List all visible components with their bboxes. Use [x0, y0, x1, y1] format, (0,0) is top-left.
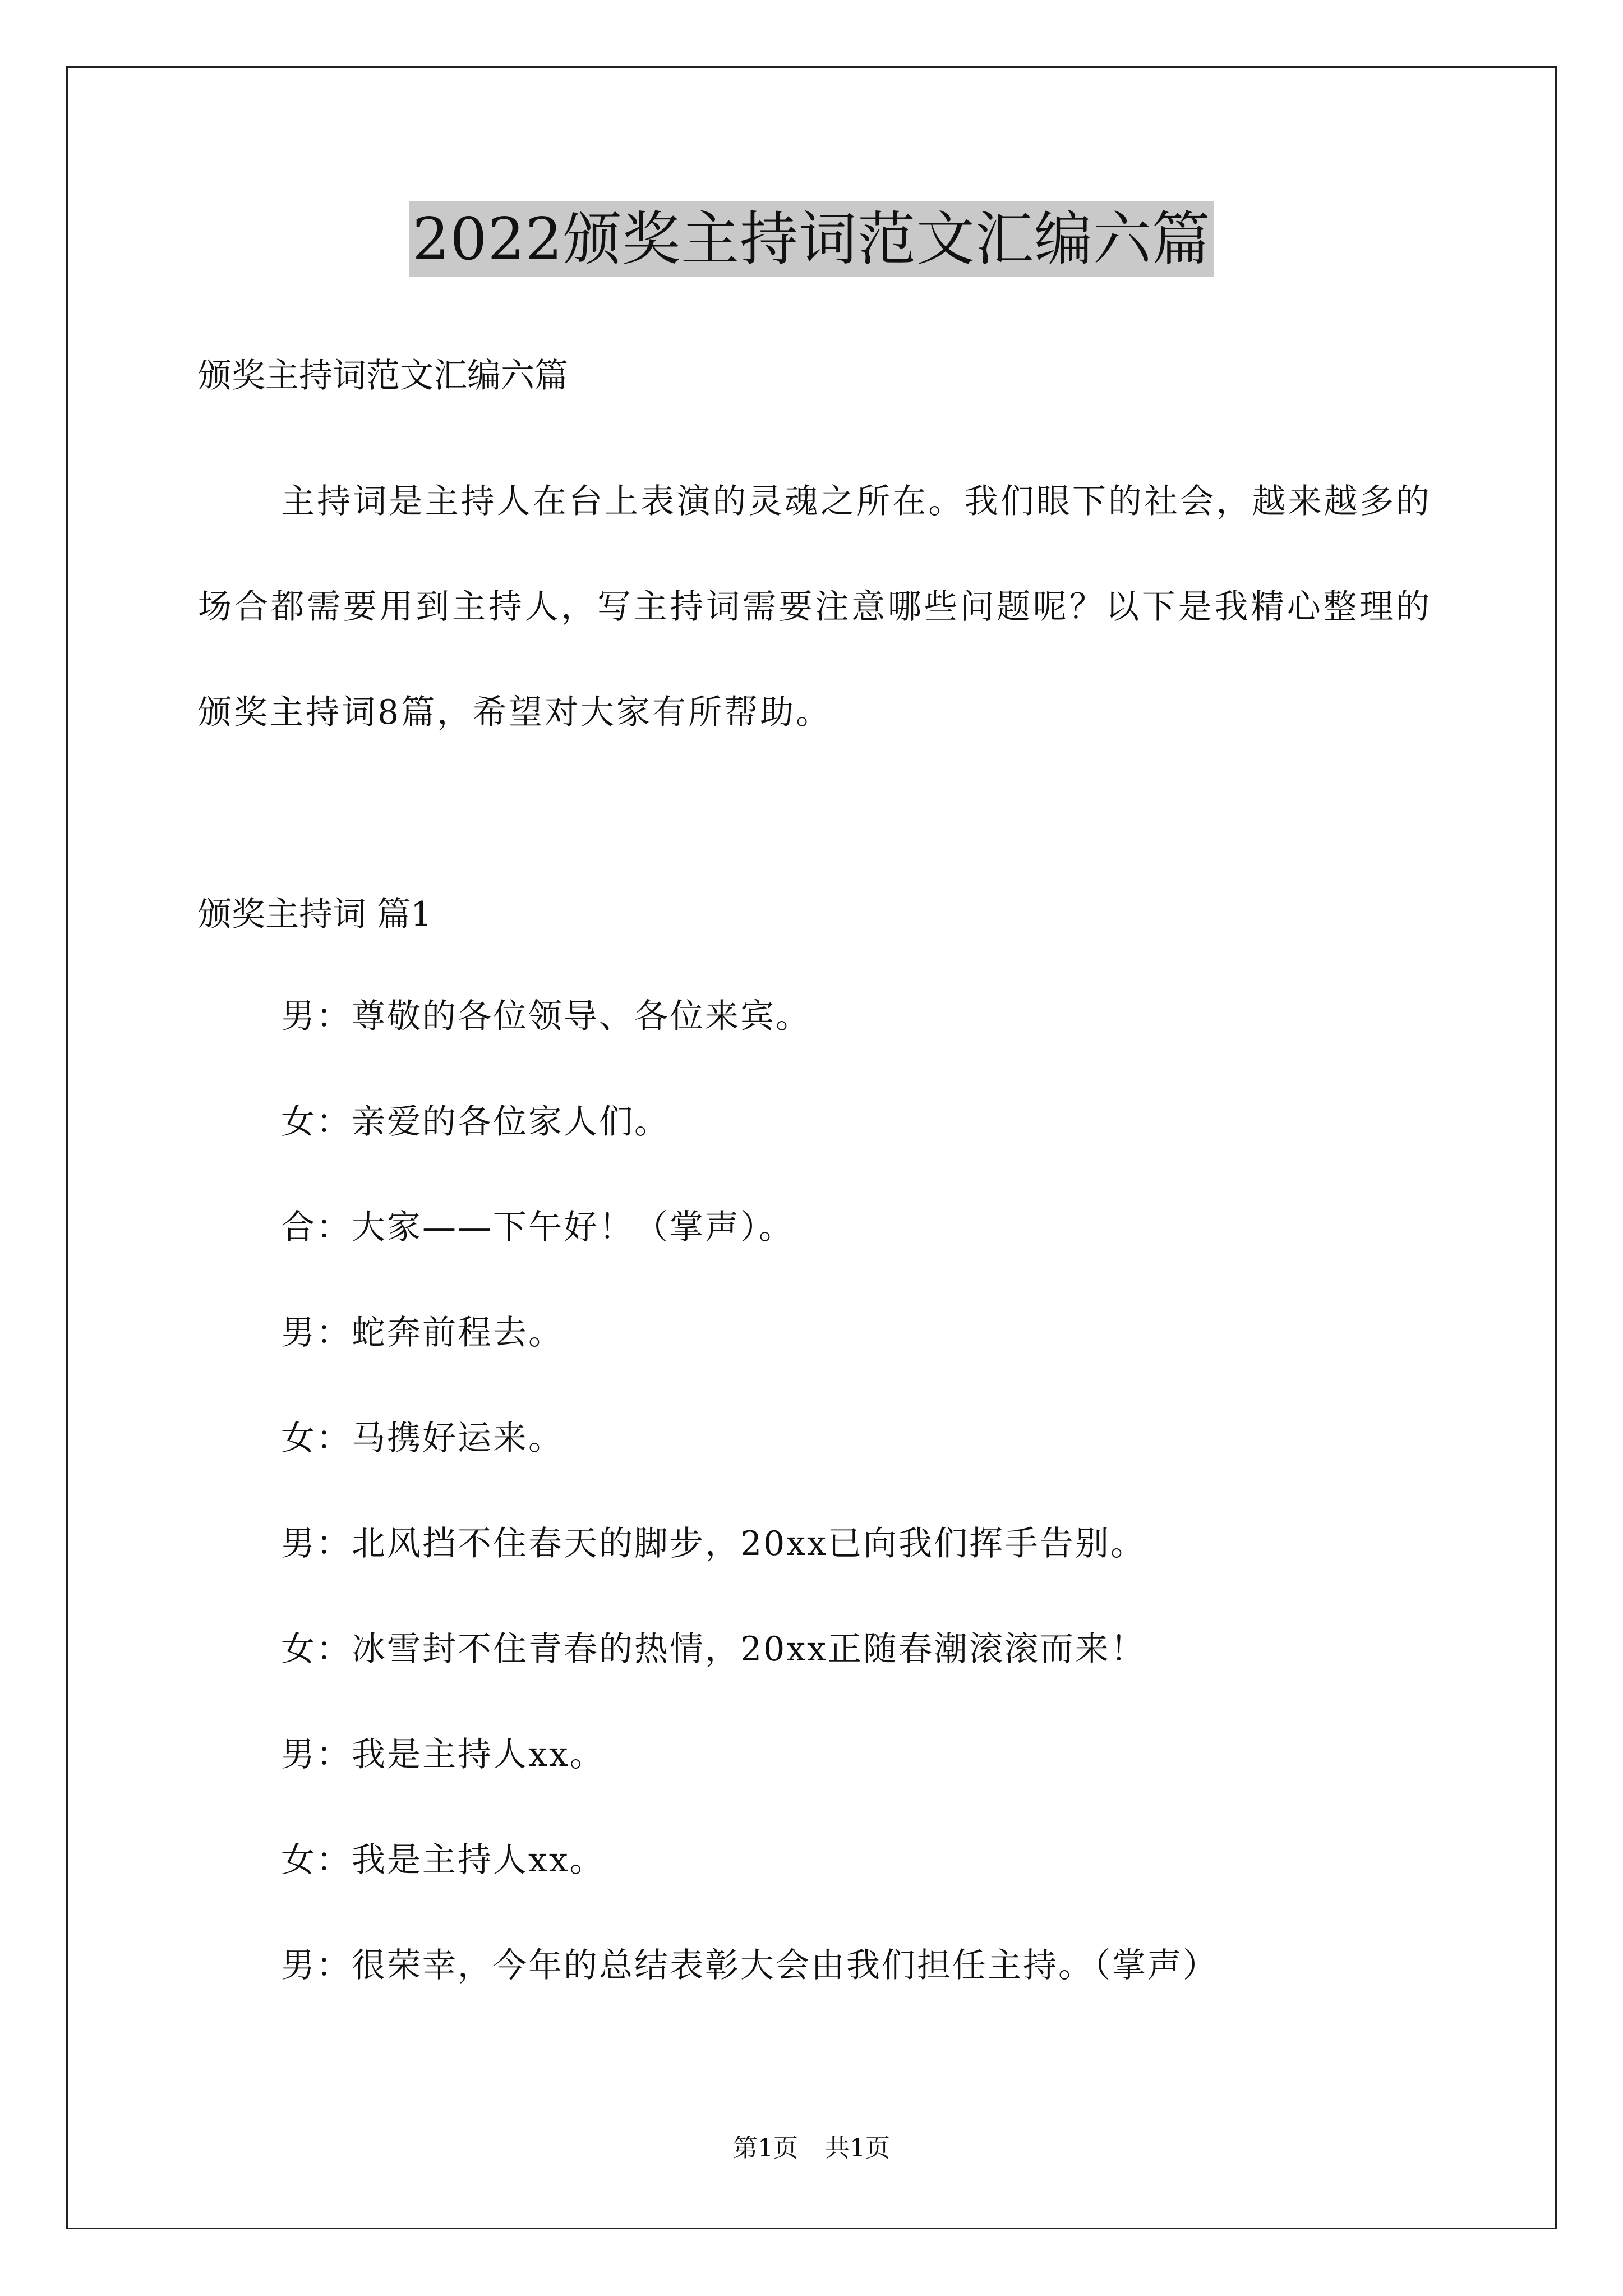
- page-footer: [0, 2132, 1623, 2165]
- dialogue-line: 男：很荣幸，今年的总结表彰大会由我们担任主持。（掌声）: [281, 1946, 1218, 1985]
- dialogue-line: 男：北风挡不住春天的脚步，20xx已向我们挥手告别。: [281, 1524, 1146, 1563]
- title-container: [0, 201, 1623, 277]
- dialogue-line: 女：我是主持人xx。: [281, 1841, 605, 1880]
- intro-paragraph: 主持词是主持人在台上表演的灵魂之所在。我们眼下的社会，越来越多的场合都需要用到主持人，写主持词需要注意哪些问题呢？以下是我精心整理的颁奖主持词8篇，希望对大家有所帮助。: [198, 482, 1432, 732]
- document-subtitle: 颁奖主持词范文汇编六篇: [198, 356, 568, 395]
- document-title: 2022颁奖主持词范文汇编六篇: [409, 201, 1214, 277]
- dialogue-line: 女：马携好运来。: [281, 1419, 564, 1458]
- dialogue-line: 男：尊敬的各位领导、各位来宾。: [281, 997, 811, 1036]
- page-total: 共1页: [825, 2134, 890, 2162]
- dialogue-line: 女：亲爱的各位家人们。: [281, 1102, 670, 1142]
- page-number: 第1页: [733, 2134, 798, 2162]
- dialogue-line: 女：冰雪封不住青春的热情，20xx正随春潮滚滚而来！: [281, 1630, 1146, 1669]
- dialogue-line: 男：我是主持人xx。: [281, 1735, 605, 1774]
- dialogue-list: [198, 988, 1432, 2043]
- dialogue-line: 合：大家——下午好！（掌声）。: [281, 1208, 794, 1247]
- section-heading: 颁奖主持词 篇1: [198, 895, 432, 934]
- dialogue-line: 男：蛇奔前程去。: [281, 1313, 564, 1352]
